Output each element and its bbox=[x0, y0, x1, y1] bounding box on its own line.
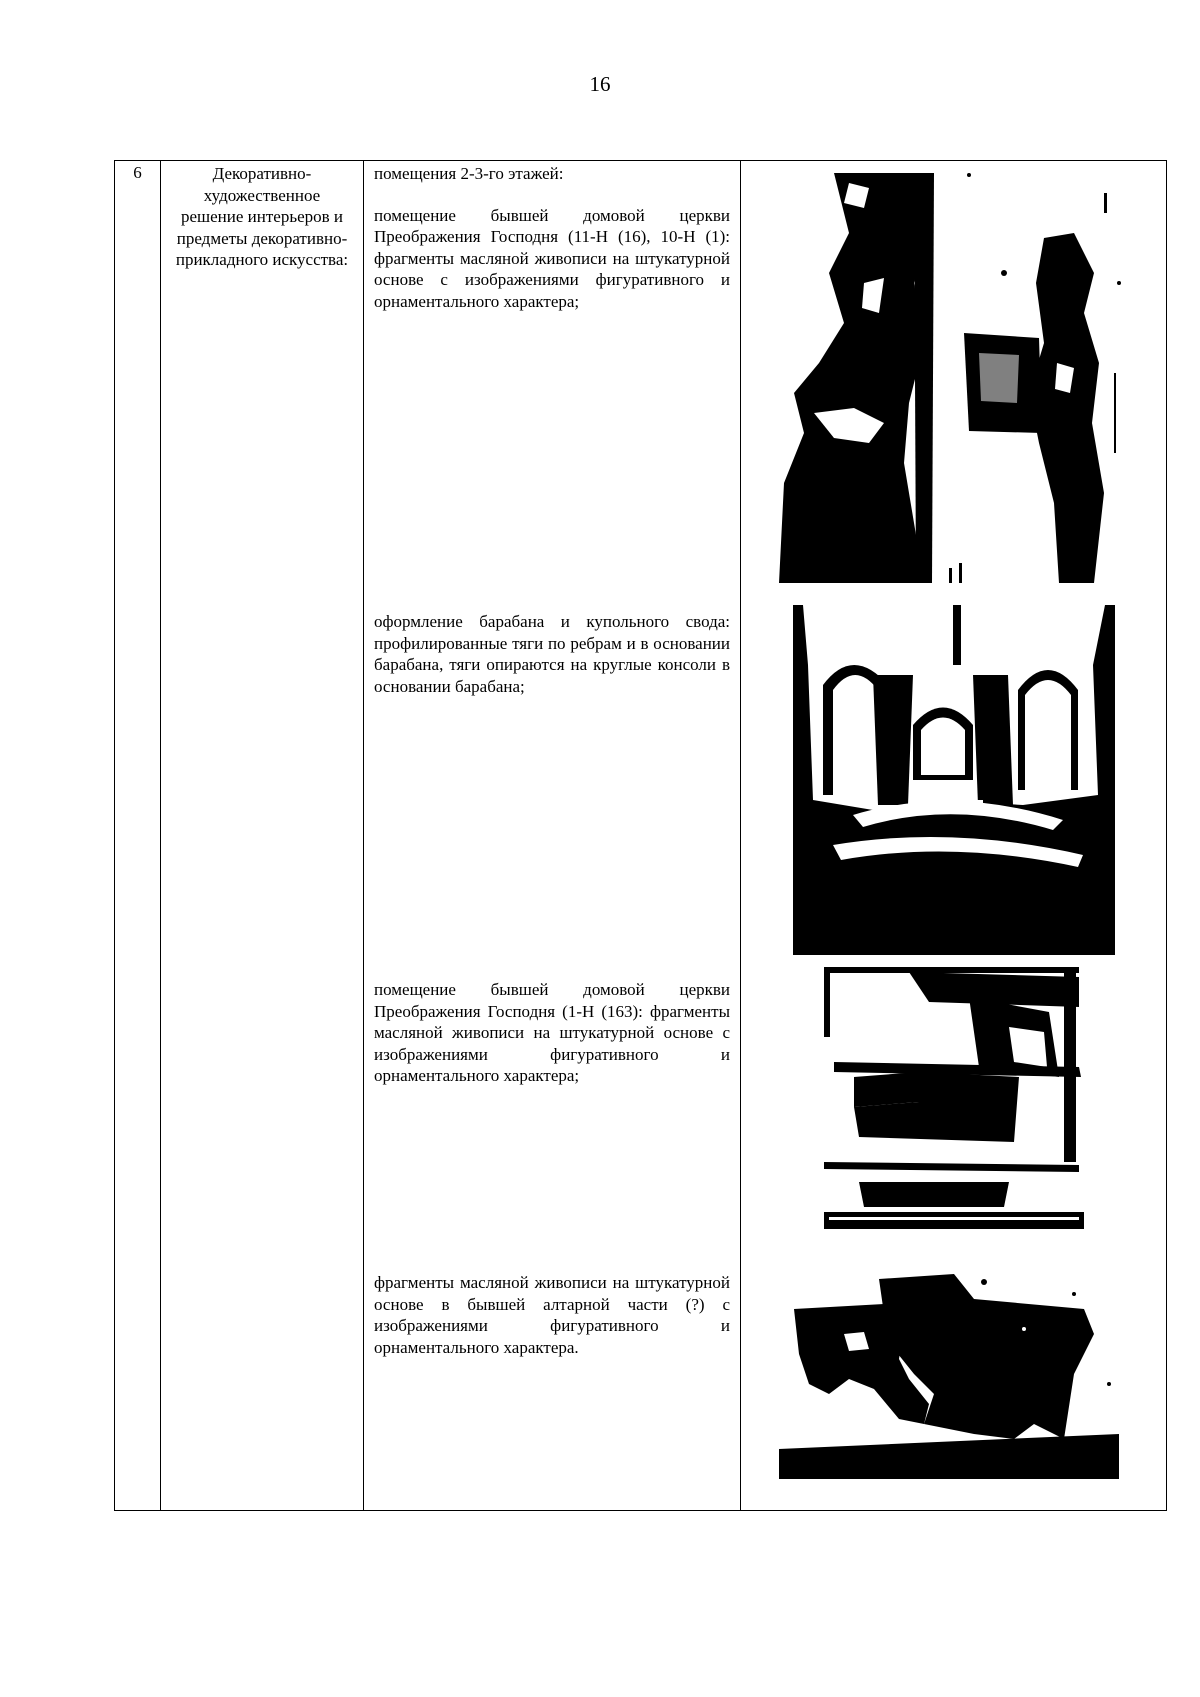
photo-drum-dome bbox=[741, 603, 1166, 965]
photo-wall-boards-image bbox=[819, 967, 1089, 1232]
desc-block-2 bbox=[364, 603, 740, 971]
row-name: Декоративно-художественное решение интерьеров и предметы декоративно-прикладного искусства: bbox=[161, 161, 364, 1511]
photo-wall-boards bbox=[741, 965, 1166, 1252]
desc-block-4 bbox=[364, 1264, 740, 1510]
photo-altar-fragments-image bbox=[774, 1254, 1134, 1479]
desc-paragraph: оформление барабана и купольного свода: профилированные тяги по ребрам и в основании барабана, тяги опираются на круглые консоли в основании барабана; bbox=[374, 612, 730, 696]
description-column bbox=[364, 161, 741, 1511]
desc-paragraph: помещения 2-3-го этажей: bbox=[374, 164, 564, 183]
desc-block-1 bbox=[364, 161, 740, 603]
page-number: 16 bbox=[589, 72, 611, 96]
table-row bbox=[115, 161, 1167, 1511]
desc-paragraph: помещение бывшей домовой церкви Преображения Господня (11-Н (16), 10-Н (1): фрагменты масляной живописи на штукатурной основе с изображениями фигуративного и орнаментального характера; bbox=[374, 205, 730, 311]
desc-paragraph: фрагменты масляной живописи на штукатурной основе в бывшей алтарной части (?) с изображениями фигуративного и орнаментального характера. bbox=[374, 1273, 730, 1357]
photo-column bbox=[741, 161, 1167, 1511]
heritage-table bbox=[114, 160, 1167, 1511]
desc-paragraph: помещение бывшей домовой церкви Преображения Господня (1-Н (163): фрагменты масляной живописи на штукатурной основе с изображениями фигуративного и орнаментального характера; bbox=[374, 980, 730, 1085]
row-number: 6 bbox=[115, 161, 161, 1511]
photo-altar-fragments bbox=[741, 1252, 1166, 1492]
photo-wall-fragments bbox=[741, 161, 1166, 603]
photo-drum-dome-image bbox=[793, 605, 1115, 955]
photo-wall-fragments-image bbox=[774, 163, 1134, 603]
desc-block-3 bbox=[364, 971, 740, 1264]
